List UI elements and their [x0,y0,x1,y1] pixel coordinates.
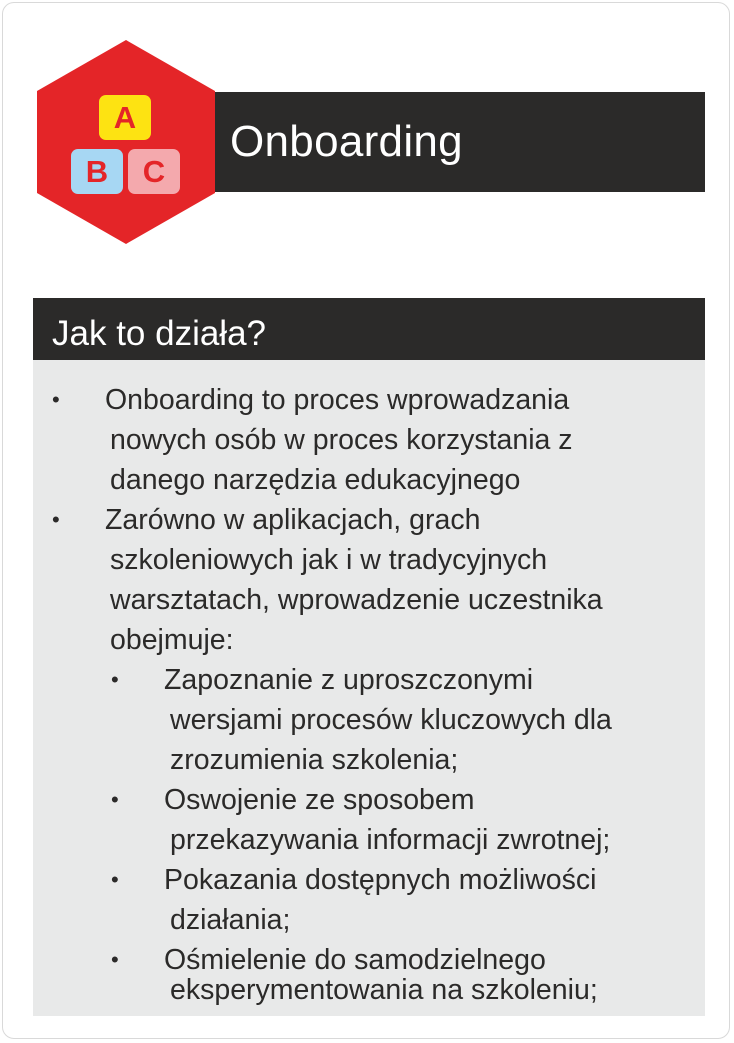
list-item-line: Zarówno w aplikacjach, grach [105,504,481,536]
bullet-dot: • [52,507,60,532]
sub-item-line: eksperymentowania na szkoleniu; [170,974,598,1006]
logo-block-c: C [128,149,180,194]
bullet-dot: • [111,867,119,892]
section-heading: Jak to działa? [52,314,267,353]
logo-block-b: B [71,149,123,194]
list-item-line: szkoleniowych jak i w tradycyjnych [110,544,548,576]
list-item-line: warsztatach, wprowadzenie uczestnika [110,584,603,616]
list-item-line: obejmuje: [110,624,234,656]
bullet-dot: • [111,947,119,972]
abc-blocks-hexagon-icon [37,40,215,244]
bullet-dot: • [52,387,60,412]
sub-item-line: Oswojenie ze sposobem [164,784,475,816]
section-heading-bar [33,298,705,360]
sub-item-line: działania; [170,904,291,936]
list-item-line: nowych osób w proces korzystania z [110,424,573,456]
sub-item-line: przekazywania informacji zwrotnej; [170,824,611,856]
logo-block-a: A [99,95,151,140]
sub-item-line: Zapoznanie z uproszczonymi [164,664,534,696]
sub-item-line: Ośmielenie do samodzielnego [164,944,546,976]
page-title: Onboarding [230,117,463,166]
list-item-line: Onboarding to proces wprowadzania [105,384,570,416]
sub-item-line: zrozumienia szkolenia; [170,744,459,776]
bullet-dot: • [111,787,119,812]
title-bar [214,92,705,192]
sub-item-line: wersjami procesów kluczowych dla [170,704,612,736]
sub-item-line: Pokazania dostępnych możliwości [164,864,597,896]
list-item-line: danego narzędzia edukacyjnego [110,464,521,496]
bullet-dot: • [111,667,119,692]
section-body [33,360,705,1016]
